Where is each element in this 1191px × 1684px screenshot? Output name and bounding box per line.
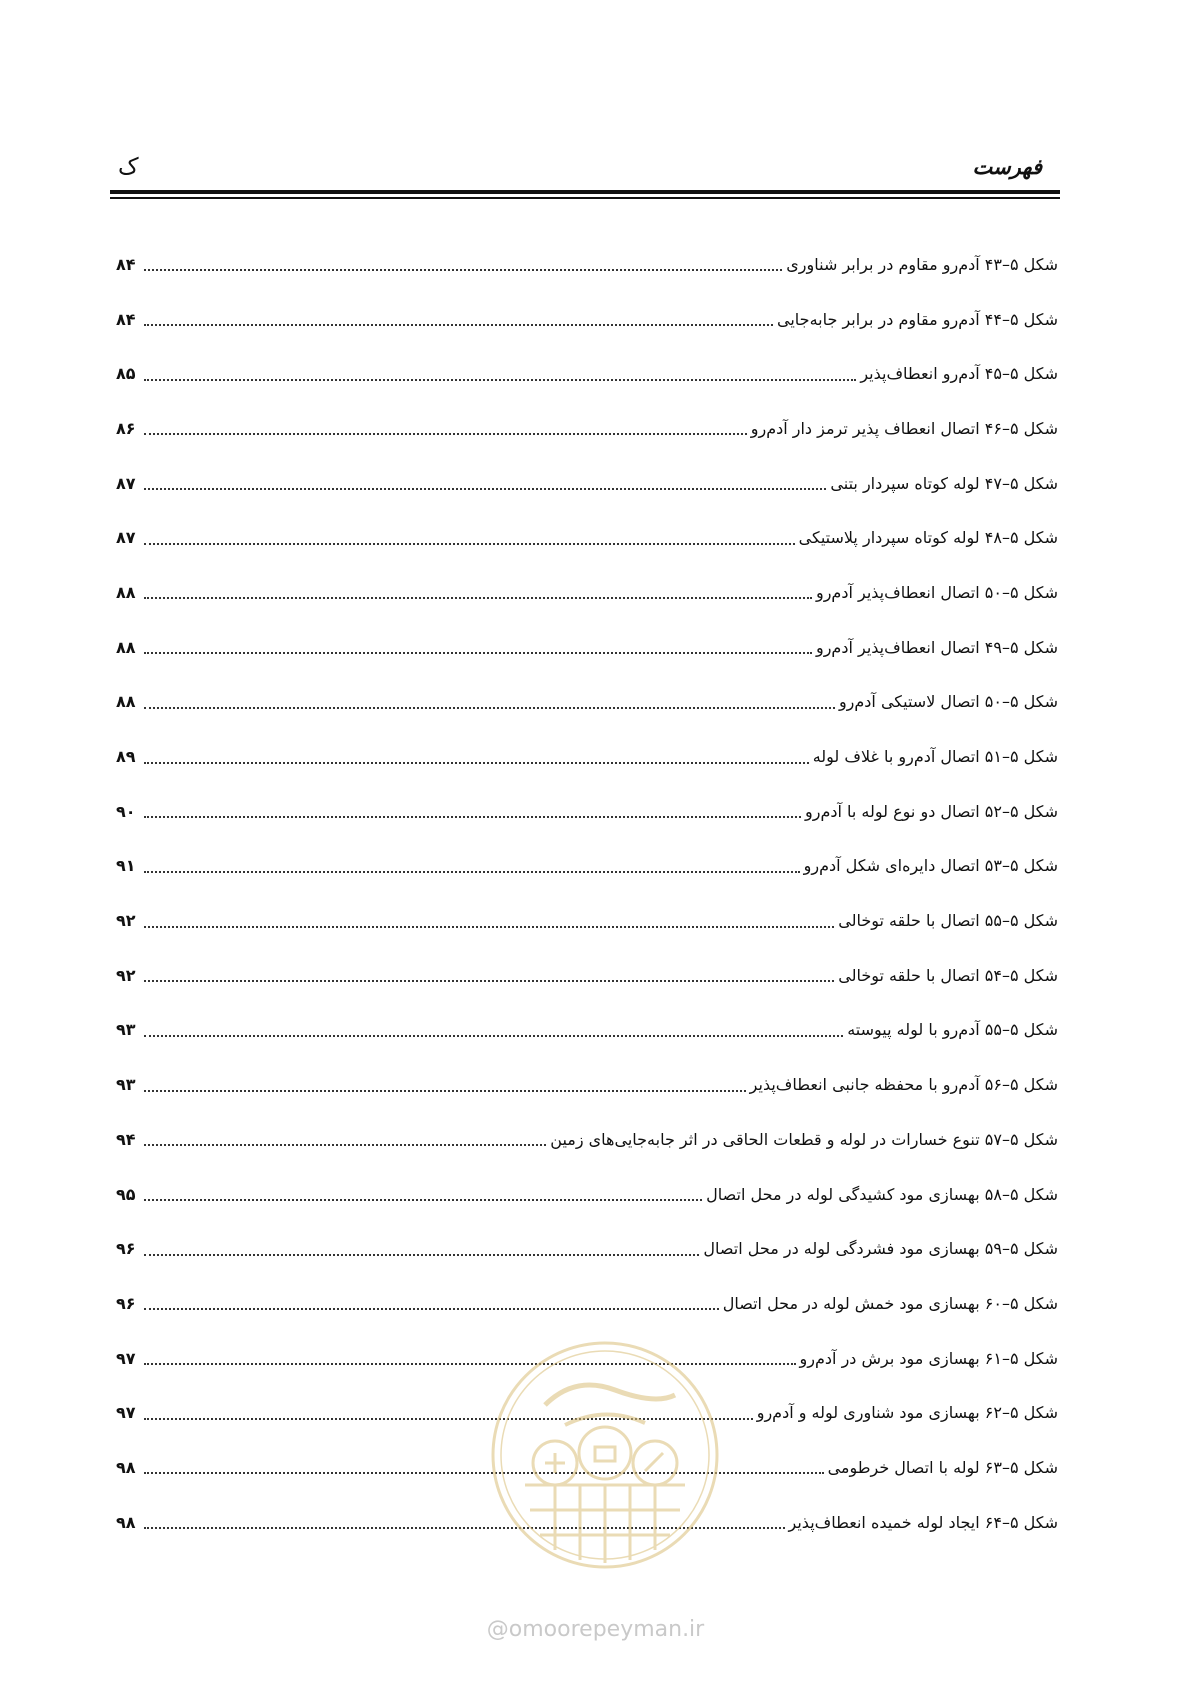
entry-title: شکل ۵–۵۴ اتصال با حلقه توخالی xyxy=(838,965,1058,985)
header-page-number: ک xyxy=(118,154,139,180)
dot-leader xyxy=(144,1254,699,1256)
toc-entry[interactable] xyxy=(116,948,1058,1003)
entry-page-number: ۹۱ xyxy=(116,856,136,876)
entry-page-number: ۹۳ xyxy=(116,1075,136,1095)
entry-title: شکل ۵–۵۹ بهسازی مود فشردگی لوله در محل اتصال xyxy=(703,1239,1058,1259)
entry-title: شکل ۵–۵۸ بهسازی مود کشیدگی لوله در محل اتصال xyxy=(706,1184,1058,1204)
dot-leader xyxy=(144,324,773,326)
entry-title: شکل ۵–۵۵ اتصال با حلقه توخالی xyxy=(838,911,1058,931)
toc-entry[interactable] xyxy=(116,1112,1058,1167)
dot-leader xyxy=(144,652,812,654)
entry-title: شکل ۵–۶۰ بهسازی مود خمش لوله در محل اتصال xyxy=(722,1293,1058,1313)
entry-title: شکل ۵–۵۷ تنوع خسارات در لوله و قطعات الحاقی در اثر جابه‌جایی‌های زمین xyxy=(550,1129,1058,1149)
entry-title: شکل ۵–۵۶ آدم‌رو با محفظه جانبی انعطاف‌پذیر xyxy=(749,1075,1058,1095)
entry-title: شکل ۵–۴۸ لوله کوتاه سپردار پلاستیکی xyxy=(798,528,1058,548)
entry-page-number: ۸۶ xyxy=(116,418,136,438)
entry-title: شکل ۵–۶۳ لوله با اتصال خرطومی xyxy=(827,1457,1058,1477)
entry-page-number: ۹۴ xyxy=(116,1129,136,1149)
toc-entry[interactable] xyxy=(116,510,1058,565)
toc-entry[interactable] xyxy=(116,1167,1058,1222)
toc-entry[interactable] xyxy=(116,292,1058,347)
entry-page-number: ۹۲ xyxy=(116,911,136,931)
entry-page-number: ۹۵ xyxy=(116,1184,136,1204)
toc-entry[interactable] xyxy=(116,620,1058,675)
entry-page-number: ۸۵ xyxy=(116,364,136,384)
toc-entry[interactable] xyxy=(116,565,1058,620)
dot-leader xyxy=(144,762,809,764)
entry-page-number: ۸۴ xyxy=(116,254,136,274)
entry-page-number: ۸۸ xyxy=(116,582,136,602)
toc-entry[interactable] xyxy=(116,1276,1058,1331)
entry-title: شکل ۵–۴۶ اتصال انعطاف پذیر ترمز دار آدم‌رو xyxy=(750,418,1058,438)
entry-title: شکل ۵–۴۷ لوله کوتاه سپردار بتنی xyxy=(830,473,1058,493)
toc-entry[interactable] xyxy=(116,1057,1058,1112)
toc-entry[interactable] xyxy=(116,839,1058,894)
toc-entry[interactable] xyxy=(116,346,1058,401)
entry-page-number: ۹۳ xyxy=(116,1020,136,1040)
dot-leader xyxy=(144,1308,719,1310)
dot-leader xyxy=(144,926,834,928)
entry-page-number: ۹۷ xyxy=(116,1403,136,1423)
entry-page-number: ۸۸ xyxy=(116,692,136,712)
dot-leader xyxy=(144,1090,746,1092)
entry-title: شکل ۵–۶۲ بهسازی مود شناوری لوله و آدم‌رو xyxy=(756,1403,1058,1423)
dot-leader xyxy=(144,1144,546,1146)
toc-entry[interactable] xyxy=(116,1003,1058,1058)
toc-entry[interactable] xyxy=(116,1221,1058,1276)
entry-title: شکل ۵–۴۴ آدم‌رو مقاوم در برابر جابه‌جایی xyxy=(777,309,1058,329)
toc-entry[interactable] xyxy=(116,237,1058,292)
dot-leader xyxy=(144,597,812,599)
dot-leader xyxy=(144,488,826,490)
entry-page-number: ۹۶ xyxy=(116,1293,136,1313)
entry-page-number: ۸۷ xyxy=(116,528,136,548)
header-title: فهرست xyxy=(972,154,1042,179)
entry-title: شکل ۵–۶۴ ایجاد لوله خمیده انعطاف‌پذیر xyxy=(788,1512,1058,1532)
header-rule-thick xyxy=(110,190,1060,194)
header-rule-thin xyxy=(110,197,1060,199)
dot-leader xyxy=(144,707,835,709)
entry-title: شکل ۵–۶۱ بهسازی مود برش در آدم‌رو xyxy=(799,1348,1058,1368)
entry-title: شکل ۵–۴۹ اتصال انعطاف‌پذیر آدم‌رو xyxy=(815,637,1058,657)
toc-entry[interactable] xyxy=(116,784,1058,839)
toc-entry[interactable] xyxy=(116,893,1058,948)
dot-leader xyxy=(144,980,834,982)
entry-title: شکل ۵–۵۰ اتصال لاستیکی آدم‌رو xyxy=(838,692,1058,712)
dot-leader xyxy=(144,816,801,818)
entry-title: شکل ۵–۵۲ اتصال دو نوع لوله با آدم‌رو xyxy=(805,801,1058,821)
dot-leader xyxy=(144,433,747,435)
entry-page-number: ۹۸ xyxy=(116,1457,136,1477)
entry-page-number: ۹۰ xyxy=(116,801,136,821)
entry-page-number: ۹۸ xyxy=(116,1512,136,1532)
dot-leader xyxy=(144,1035,843,1037)
dot-leader xyxy=(144,1199,702,1201)
entry-page-number: ۹۷ xyxy=(116,1348,136,1368)
dot-leader xyxy=(144,269,782,271)
entry-page-number: ۹۲ xyxy=(116,965,136,985)
watermark-seal-icon xyxy=(485,1335,725,1575)
entry-page-number: ۸۴ xyxy=(116,309,136,329)
entry-title: شکل ۵–۵۱ اتصال آدم‌رو با غلاف لوله xyxy=(812,747,1058,767)
watermark-url: @omoorepeyman.ir xyxy=(486,1617,705,1642)
entry-title: شکل ۵–۵۳ اتصال دایره‌ای شکل آدم‌رو xyxy=(803,856,1058,876)
toc-entry[interactable] xyxy=(116,401,1058,456)
entry-page-number: ۸۸ xyxy=(116,637,136,657)
page-header xyxy=(110,148,1060,188)
toc-entry[interactable] xyxy=(116,729,1058,784)
dot-leader xyxy=(144,379,856,381)
entry-title: شکل ۵–۴۵ آدم‌رو انعطاف‌پذیر xyxy=(860,364,1058,384)
entry-title: شکل ۵–۵۵ آدم‌رو با لوله پیوسته xyxy=(847,1020,1058,1040)
toc-entry[interactable] xyxy=(116,456,1058,511)
dot-leader xyxy=(144,543,795,545)
entry-title: شکل ۵–۴۳ آدم‌رو مقاوم در برابر شناوری xyxy=(786,254,1058,274)
entry-page-number: ۹۶ xyxy=(116,1239,136,1259)
entry-title: شکل ۵–۵۰ اتصال انعطاف‌پذیر آدم‌رو xyxy=(815,582,1058,602)
toc-entry[interactable] xyxy=(116,675,1058,730)
dot-leader xyxy=(144,871,800,873)
entry-page-number: ۸۷ xyxy=(116,473,136,493)
entry-page-number: ۸۹ xyxy=(116,747,136,767)
